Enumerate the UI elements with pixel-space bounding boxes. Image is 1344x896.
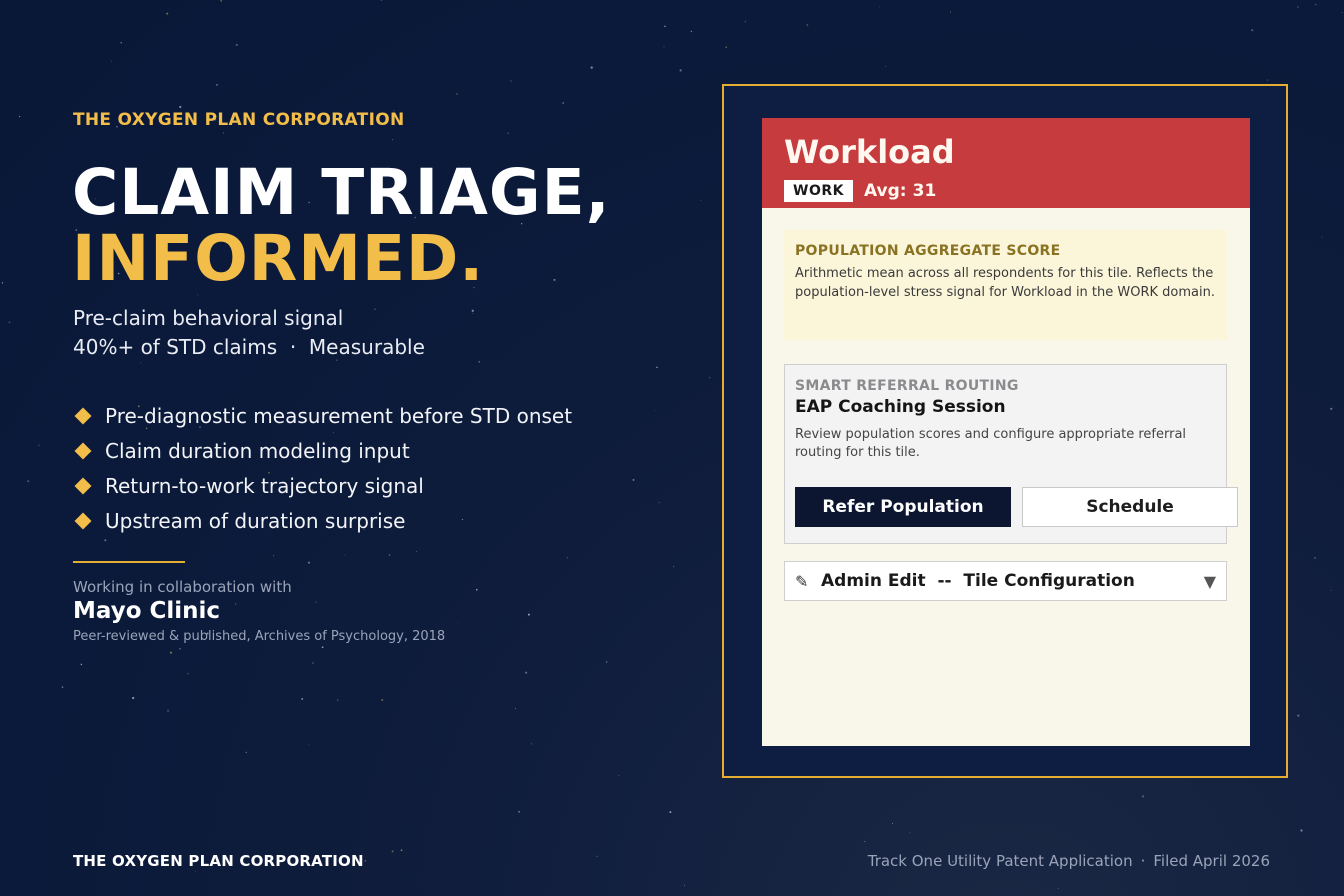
star bbox=[187, 673, 188, 674]
star bbox=[389, 554, 391, 556]
star bbox=[1297, 714, 1299, 716]
star bbox=[691, 31, 692, 32]
star bbox=[472, 310, 474, 312]
feature-item bbox=[73, 503, 572, 538]
admin-edit-label: Admin Edit -- Tile Configuration bbox=[821, 571, 1135, 591]
star bbox=[950, 11, 951, 12]
star bbox=[892, 823, 893, 824]
feature-text: Claim duration modeling input bbox=[105, 438, 410, 463]
star bbox=[381, 699, 383, 701]
divider bbox=[73, 561, 185, 563]
star bbox=[19, 116, 20, 117]
subheadline bbox=[73, 304, 425, 362]
star bbox=[515, 708, 516, 709]
average-value: 31 bbox=[912, 181, 937, 201]
star bbox=[111, 61, 112, 62]
star bbox=[654, 410, 655, 411]
star bbox=[81, 664, 83, 666]
star bbox=[663, 46, 664, 47]
star bbox=[478, 361, 480, 363]
triangle-down-icon: ▼ bbox=[1203, 571, 1216, 591]
star bbox=[38, 445, 40, 447]
star bbox=[401, 849, 403, 851]
average-score bbox=[864, 180, 936, 202]
star bbox=[531, 743, 532, 744]
star bbox=[120, 42, 121, 43]
footer-patent-note bbox=[868, 852, 1270, 870]
star bbox=[606, 661, 607, 662]
star bbox=[140, 362, 141, 363]
star bbox=[807, 24, 809, 26]
star bbox=[235, 603, 236, 604]
star bbox=[322, 646, 324, 648]
star bbox=[1330, 408, 1332, 410]
collaboration-lead: Working in collaboration with bbox=[73, 578, 292, 596]
referral-routing-panel bbox=[784, 364, 1227, 544]
star bbox=[1322, 237, 1323, 238]
star bbox=[909, 832, 910, 833]
star bbox=[1331, 590, 1332, 591]
star bbox=[104, 539, 106, 541]
star bbox=[725, 46, 727, 48]
star bbox=[1142, 795, 1144, 797]
diamond-bullet-icon bbox=[75, 442, 92, 459]
star bbox=[456, 93, 458, 95]
star bbox=[246, 752, 247, 753]
headline bbox=[72, 156, 611, 295]
routing-label: SMART REFERRAL ROUTING bbox=[795, 378, 1019, 394]
aggregate-score-panel bbox=[784, 230, 1227, 340]
feature-item bbox=[73, 468, 572, 503]
star bbox=[591, 66, 593, 68]
footer-brand: THE OXYGEN PLAN CORPORATION bbox=[73, 852, 364, 870]
star bbox=[170, 652, 172, 654]
feature-text: Pre-diagnostic measurement before STD onset bbox=[105, 403, 573, 428]
brand-eyebrow: THE OXYGEN PLAN CORPORATION bbox=[73, 110, 405, 130]
star bbox=[392, 139, 393, 140]
star bbox=[1251, 29, 1253, 31]
star bbox=[659, 502, 660, 503]
star bbox=[392, 850, 394, 852]
star bbox=[220, 0, 222, 2]
star bbox=[508, 133, 509, 134]
star bbox=[179, 648, 181, 650]
star bbox=[1058, 888, 1059, 889]
feature-item bbox=[73, 433, 572, 468]
star bbox=[132, 697, 134, 699]
star bbox=[684, 885, 685, 886]
star bbox=[301, 698, 303, 700]
star bbox=[1300, 829, 1302, 831]
star bbox=[1315, 4, 1316, 5]
star bbox=[1314, 557, 1315, 558]
collaboration-citation: Peer-reviewed & published, Archives of Psychology, 2018 bbox=[73, 629, 446, 644]
feature-text: Return-to-work trajectory signal bbox=[105, 473, 424, 498]
routing-description: Review population scores and configure appropriate referral routing for this tile. bbox=[795, 427, 1187, 460]
star bbox=[236, 44, 238, 46]
diamond-bullet-icon bbox=[75, 477, 92, 494]
headline-line-2: INFORMED. bbox=[72, 222, 485, 295]
star bbox=[9, 322, 11, 324]
filing-date: Filed April 2026 bbox=[1153, 852, 1270, 870]
star bbox=[216, 84, 218, 86]
pencil-icon: ✎ bbox=[795, 571, 809, 591]
star bbox=[381, 0, 383, 1]
star bbox=[680, 69, 682, 71]
star bbox=[664, 25, 666, 27]
tile-title: Workload bbox=[784, 133, 955, 171]
star bbox=[518, 811, 520, 813]
star bbox=[567, 557, 568, 558]
feature-text: Upstream of duration surprise bbox=[105, 508, 406, 533]
subheadline-line-1: Pre-claim behavioral signal bbox=[73, 306, 344, 330]
star bbox=[27, 480, 29, 482]
preview-frame bbox=[722, 84, 1288, 778]
tile-card bbox=[762, 118, 1250, 746]
star bbox=[312, 662, 313, 663]
star bbox=[167, 710, 169, 712]
star bbox=[308, 744, 309, 745]
star bbox=[510, 80, 512, 82]
star bbox=[179, 106, 181, 108]
star bbox=[709, 377, 710, 378]
star bbox=[1267, 79, 1268, 80]
star bbox=[1297, 6, 1298, 7]
star bbox=[166, 13, 168, 15]
star bbox=[596, 856, 597, 857]
star bbox=[864, 841, 865, 842]
star bbox=[879, 6, 880, 7]
star bbox=[528, 614, 530, 616]
star bbox=[885, 66, 886, 67]
diamond-bullet-icon bbox=[75, 512, 92, 529]
star bbox=[223, 132, 224, 133]
star bbox=[618, 775, 619, 776]
star bbox=[700, 200, 701, 201]
star bbox=[476, 589, 478, 591]
patent-status: Track One Utility Patent Application bbox=[867, 852, 1133, 870]
star bbox=[656, 367, 658, 369]
star bbox=[62, 686, 64, 688]
headline-line-1: CLAIM TRIAGE, bbox=[72, 156, 611, 229]
star bbox=[745, 21, 746, 22]
star bbox=[315, 602, 316, 603]
routing-title: EAP Coaching Session bbox=[795, 397, 1006, 417]
diamond-bullet-icon bbox=[75, 407, 92, 424]
star bbox=[525, 672, 527, 674]
star bbox=[195, 871, 196, 872]
star bbox=[308, 562, 310, 564]
star bbox=[365, 860, 367, 862]
aggregate-label: POPULATION AGGREGATE SCORE bbox=[795, 243, 1061, 259]
admin-edit-dropdown[interactable] bbox=[784, 561, 1227, 601]
star bbox=[1342, 12, 1343, 13]
subheadline-line-2: 40%+ of STD claims · Measurable bbox=[73, 335, 425, 359]
star bbox=[337, 700, 338, 701]
star bbox=[472, 313, 473, 314]
collaborator-name: Mayo Clinic bbox=[73, 598, 221, 624]
star bbox=[669, 811, 671, 813]
average-label: Avg: bbox=[864, 181, 907, 201]
star bbox=[457, 623, 458, 624]
domain-badge: WORK bbox=[784, 180, 853, 202]
refer-population-button[interactable]: Refer Population bbox=[795, 487, 1011, 527]
aggregate-description: Arithmetic mean across all respondents for this tile. Reflects the population-level stress signal for Workload in the WORK domain. bbox=[795, 266, 1215, 300]
separator-dot: · bbox=[1140, 852, 1146, 870]
feature-list bbox=[73, 398, 572, 538]
tile-header bbox=[762, 118, 1250, 208]
star bbox=[673, 566, 674, 567]
star bbox=[344, 555, 345, 556]
star bbox=[273, 555, 274, 556]
star bbox=[562, 102, 564, 104]
star bbox=[2, 282, 3, 283]
star bbox=[633, 479, 635, 481]
star bbox=[416, 551, 417, 552]
feature-item bbox=[73, 398, 572, 433]
schedule-button[interactable]: Schedule bbox=[1022, 487, 1238, 527]
